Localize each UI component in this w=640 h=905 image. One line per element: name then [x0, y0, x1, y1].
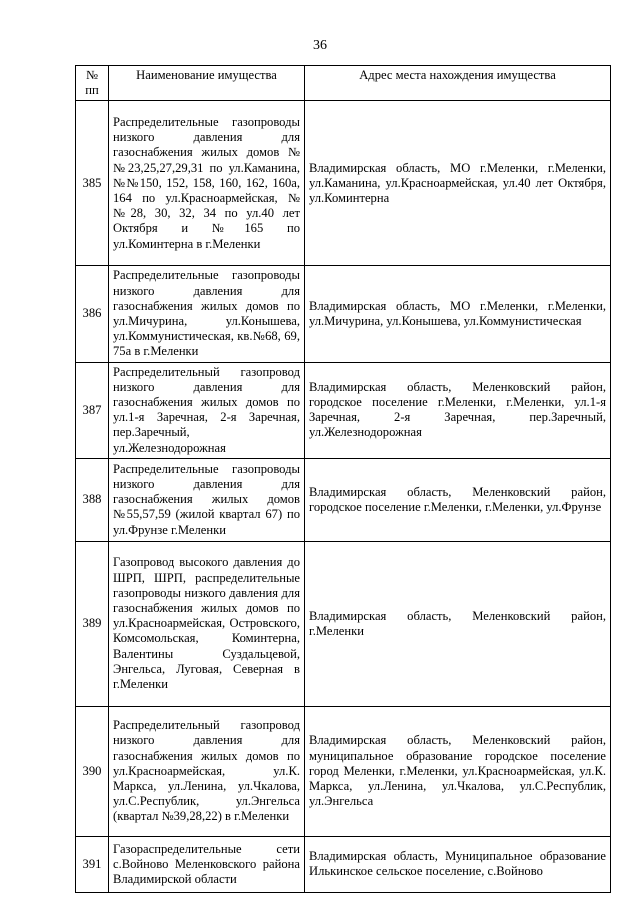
table-row — [76, 541, 611, 706]
property-name: Распределительный газопровод низкого давления для газоснабжения жилых домов по ул.1-я Заречная, 2-я Заречная, пер.Заречный, ул.Железнодорожная — [109, 362, 305, 458]
table-row — [76, 458, 611, 541]
property-address: Владимирская область, Меленковский район, городское поселение г.Меленки, г.Меленки, ул.Фрунзе — [305, 458, 611, 541]
property-name: Распределительные газопроводы низкого давления для газоснабжения жилых домов №№23,25,27,29,31 по ул.Каманина, №№150, 152, 158, 160, 162, 160а, 164 по ул.Красноармейская, №№28, 30, 32, 34 по ул.40 лет Октября и №165 по ул.Коминтерна в г.Меленки — [109, 101, 305, 266]
property-name: Распределительный газопровод низкого давления для газоснабжения жилых домов по ул.Красноармейская, ул.К. Маркса, ул.Ленина, ул.Чкалова, ул.С.Республик, ул.Энгельса (квартал №39,28,22) в г.Меленки — [109, 706, 305, 836]
row-number: 391 — [76, 836, 109, 892]
row-number: 385 — [76, 101, 109, 266]
row-number: 390 — [76, 706, 109, 836]
header-address: Адрес места нахождения имущества — [305, 66, 611, 101]
page-number: 36 — [313, 38, 327, 53]
property-address: Владимирская область, МО г.Меленки, г.Меленки, ул.Каманина, ул.Красноармейская, ул.40 лет Октября, ул.Коминтерна — [305, 101, 611, 266]
property-address: Владимирская область, Муниципальное образование Илькинское сельское поселение, с.Войново — [305, 836, 611, 892]
property-address: Владимирская область, Меленковский район, городское поселение г.Меленки, г.Меленки, ул.1-я Заречная, 2-я Заречная, пер.Заречный, ул.Железнодорожная — [305, 362, 611, 458]
row-number: 389 — [76, 541, 109, 706]
table-header-row — [76, 66, 611, 101]
row-number: 387 — [76, 362, 109, 458]
property-name: Газораспределительные сети с.Войново Меленковского района Владимирской области — [109, 836, 305, 892]
property-name: Газопровод высокого давления до ШРП, ШРП, распределительные газопроводы низкого давления для газоснабжения жилых домов по ул.Красноармейская, Островского, Комсомольская, Коминтерна, Валентины Суздальцевой, Энгельса, Луговая, Северная в г.Меленки — [109, 541, 305, 706]
property-name: Распределительные газопроводы низкого давления для газоснабжения жилых домов №55,57,59 (жилой квартал 67) по ул.Фрунзе г.Меленки — [109, 458, 305, 541]
property-address: Владимирская область, МО г.Меленки, г.Меленки, ул.Мичурина, ул.Конышева, ул.Коммунистическая — [305, 266, 611, 362]
property-address: Владимирская область, Меленковский район, муниципальное образование городское поселение город Меленки, г.Меленки, ул.Красноармейская, ул.К. Маркса, ул.Ленина, ул.Чкалова, ул.С.Республик, ул.Энгельса — [305, 706, 611, 836]
table-row — [76, 706, 611, 836]
row-number: 386 — [76, 266, 109, 362]
property-table — [75, 65, 611, 893]
table-row — [76, 836, 611, 892]
table-row — [76, 362, 611, 458]
property-name: Распределительные газопроводы низкого давления для газоснабжения жилых домов по ул.Мичурина, ул.Конышева, ул.Коммунистическая, кв.№68, 69, 75а в г.Меленки — [109, 266, 305, 362]
header-name: Наименование имущества — [109, 66, 305, 101]
table-row — [76, 101, 611, 266]
header-number: № пп — [76, 66, 109, 101]
table-row — [76, 266, 611, 362]
property-address: Владимирская область, Меленковский район, г.Меленки — [305, 541, 611, 706]
row-number: 388 — [76, 458, 109, 541]
